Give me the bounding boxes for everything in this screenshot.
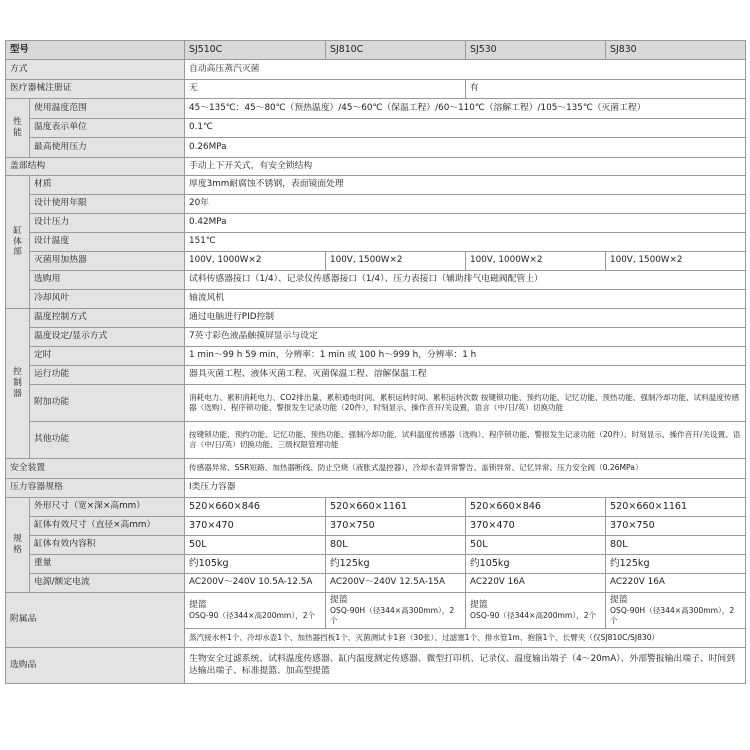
volume-sj810c: 80L	[326, 536, 466, 555]
safety-value: 传感器异常、SSR短路、加热器断线、防止空烧（液胀式温控器），冷却水壶异常警告、盖锁异常、记忆异常、压力安全阀（0.26MPa）	[185, 459, 746, 479]
volume-sj830: 80L	[606, 536, 746, 555]
optional-value: 生物安全过滤系统、试料温度传感器、缸内温度测定传感器、微型打印机、记录仪、温度输出端子（4～20mA）、外部警报输出端子、时间到达输出端子、标准提篮、加高型提篮	[185, 648, 746, 684]
outer-size-sj830: 520×660×1161	[606, 498, 746, 517]
row-weight	[6, 555, 746, 574]
basket-spec-sj530: OSQ-90（径344×高200mm），2个	[470, 611, 597, 621]
max-pressure-value: 0.26MPa	[185, 138, 746, 158]
heater-label: 灭菌用加热器	[30, 252, 185, 271]
basket-title-sj530: 提篮	[470, 599, 488, 610]
basket-sj510c	[185, 593, 326, 629]
run-functions-label: 运行功能	[30, 366, 185, 385]
row-chamber-size	[6, 517, 746, 536]
max-pressure-label: 最高使用压力	[30, 138, 185, 158]
display-label: 温度设定/显示方式	[30, 328, 185, 347]
fan-value: 轴流风机	[185, 290, 746, 309]
row-outer-size	[6, 498, 746, 517]
heater-sj830: 100V, 1500W×2	[606, 252, 746, 271]
power-label: 电源/额定电流	[30, 574, 185, 593]
basket-spec-sj810c: OSQ-90H（径344×高300mm），2个	[330, 606, 455, 626]
temp-range-value: 45～135℃：45～80℃（预热温度）/45～60℃（保温工程）/60～110℃（溶解工程）/105～135℃（灭菌工程）	[185, 99, 746, 119]
row-extra-functions	[6, 385, 746, 422]
header-row	[6, 41, 746, 60]
volume-sj530: 50L	[466, 536, 606, 555]
weight-label: 重量	[30, 555, 185, 574]
chamber-size-label: 缸体有效尺寸（直径×高mm）	[30, 517, 185, 536]
row-run-functions	[6, 366, 746, 385]
outer-size-sj530: 520×660×846	[466, 498, 606, 517]
fan-label: 冷却风叶	[30, 290, 185, 309]
performance-group: 性能	[13, 117, 22, 138]
power-sj530: AC220V 16A	[466, 574, 606, 593]
row-safety	[6, 459, 746, 479]
outer-size-sj810c: 520×660×1161	[326, 498, 466, 517]
temp-unit-value: 0.1℃	[185, 119, 746, 138]
row-method	[6, 60, 746, 80]
basket-sj530	[466, 593, 606, 629]
row-registration	[6, 80, 746, 99]
volume-label: 缸体有效内容积	[30, 536, 185, 555]
temp-range-label: 使用温度范围	[30, 99, 185, 119]
basket-title-sj830: 提篮	[610, 594, 628, 605]
row-power	[6, 574, 746, 593]
accessories-label: 附属品	[6, 593, 185, 648]
spec-group: 规格	[13, 534, 22, 555]
basket-sj810c	[326, 593, 466, 629]
material-value: 厚度3mm耐腐蚀不锈钢，表面镜面处理	[185, 176, 746, 195]
model-sj510c: SJ510C	[185, 41, 326, 60]
pressure-vessel-value: Ⅰ类压力容器	[185, 479, 746, 498]
pressure-vessel-label: 压力容器规格	[6, 479, 185, 498]
temp-control-label: 温度控制方式	[30, 309, 185, 328]
design-temp-label: 设计温度	[30, 233, 185, 252]
controller-group: 控制器	[13, 367, 22, 399]
material-label: 材质	[30, 176, 185, 195]
accessories-common-value: 蒸汽接水杯1个、冷却水壶1个、加热器挡板1个、灭菌测试卡1套（30张）、过滤塞1个、排水管1m、抱箍1个、长臂夹（仅SJ810C/SJ830）	[185, 629, 746, 648]
row-design-life	[6, 195, 746, 214]
registration-label: 医疗器械注册证	[6, 80, 185, 99]
row-timer	[6, 347, 746, 366]
row-accessory-basket	[6, 593, 746, 629]
row-fan	[6, 290, 746, 309]
row-temp-unit	[6, 119, 746, 138]
basket-title-sj810c: 提篮	[330, 594, 348, 605]
chamber-size-sj530: 370×470	[466, 517, 606, 536]
row-pressure-vessel	[6, 479, 746, 498]
weight-sj810c: 约125kg	[326, 555, 466, 574]
heater-sj810c: 100V, 1500W×2	[326, 252, 466, 271]
design-temp-value: 151℃	[185, 233, 746, 252]
row-design-pressure	[6, 214, 746, 233]
power-sj830: AC220V 16A	[606, 574, 746, 593]
outer-size-label: 外形尺寸（宽×深×高mm）	[30, 498, 185, 517]
lid-label: 盖部结构	[6, 158, 185, 176]
basket-spec-sj510c: OSQ-90（径344×高200mm），2个	[189, 611, 316, 621]
extra-functions-label: 附加功能	[30, 385, 185, 422]
basket-title-sj510c: 提篮	[189, 599, 207, 610]
optional-label: 选购品	[6, 648, 185, 684]
row-optional	[6, 648, 746, 684]
power-sj810c: AC200V～240V 12.5A-15A	[326, 574, 466, 593]
row-other-functions	[6, 422, 746, 459]
registration-value-none: 无	[185, 80, 466, 99]
heater-sj510c: 100V, 1000W×2	[185, 252, 326, 271]
volume-sj510c: 50L	[185, 536, 326, 555]
row-temp-range	[6, 99, 746, 119]
other-functions-value: 按键锁功能、预约功能、记忆功能、预热功能、强制冷却功能、试料温度传感器（选购）、程序锁功能、警报发生记录功能（20件）、时刻显示、操作音开/关设置、语言（中/日/英）切换功能、三级权限管理功能	[185, 422, 746, 459]
timer-value: 1 min～99 h 59 min，分辨率：1 min 或 100 h～999 h，分辨率：1 h	[185, 347, 746, 366]
temp-control-value: 通过电脑进行PID控制	[185, 309, 746, 328]
header-label: 型号	[6, 41, 185, 60]
row-volume	[6, 536, 746, 555]
lid-value: 手动上下开关式，有安全锁结构	[185, 158, 746, 176]
run-functions-value: 器具灭菌工程、液体灭菌工程、灭菌保温工程、溶解保温工程	[185, 366, 746, 385]
row-lid	[6, 158, 746, 176]
model-sj530: SJ530	[466, 41, 606, 60]
power-sj510c: AC200V～240V 10.5A-12.5A	[185, 574, 326, 593]
chamber-group: 缸体部	[13, 225, 22, 258]
weight-sj510c: 约105kg	[185, 555, 326, 574]
basket-spec-sj830: OSQ-90H（径344×高300mm），2个	[610, 606, 735, 626]
model-sj810c: SJ810C	[326, 41, 466, 60]
row-material	[6, 176, 746, 195]
outer-size-sj510c: 520×660×846	[185, 498, 326, 517]
row-max-pressure	[6, 138, 746, 158]
weight-sj830: 约125kg	[606, 555, 746, 574]
heater-sj530: 100V, 1000W×2	[466, 252, 606, 271]
temp-unit-label: 温度表示单位	[30, 119, 185, 138]
design-life-value: 20年	[185, 195, 746, 214]
option-ports-value: 试料传感器接口（1/4）、记录仪传感器接口（1/4）、压力表接口（辅助排气电磁阀配管上）	[185, 271, 746, 290]
spec-table	[5, 40, 746, 684]
option-ports-label: 选购用	[30, 271, 185, 290]
other-functions-label: 其他功能	[30, 422, 185, 459]
model-sj830: SJ830	[606, 41, 746, 60]
safety-label: 安全装置	[6, 459, 185, 479]
chamber-size-sj810c: 370×750	[326, 517, 466, 536]
chamber-size-sj830: 370×750	[606, 517, 746, 536]
chamber-size-sj510c: 370×470	[185, 517, 326, 536]
row-design-temp	[6, 233, 746, 252]
row-display	[6, 328, 746, 347]
timer-label: 定时	[30, 347, 185, 366]
design-life-label: 设计使用年限	[30, 195, 185, 214]
design-pressure-label: 设计压力	[30, 214, 185, 233]
row-heater	[6, 252, 746, 271]
row-option-ports	[6, 271, 746, 290]
registration-value-yes: 有	[466, 80, 746, 99]
basket-sj830	[606, 593, 746, 629]
extra-functions-value: 消耗电力、累积消耗电力、CO2排出量、累积通电时间、累积运转时间、累积运转次数 按键锁功能、预约功能、记忆功能、预热功能、强制冷却功能、试料温度传感器（选购）、程序锁功能、警报发生记录功能（20件），时刻显示，操作音开/关设置，语言（中/日/英）切换功能	[185, 385, 746, 422]
method-value: 自动高压蒸汽灭菌	[185, 60, 746, 80]
weight-sj530: 约105kg	[466, 555, 606, 574]
method-label: 方式	[6, 60, 185, 80]
display-value: 7英寸彩色液晶触摸屏显示与设定	[185, 328, 746, 347]
design-pressure-value: 0.42MPa	[185, 214, 746, 233]
row-temp-control	[6, 309, 746, 328]
